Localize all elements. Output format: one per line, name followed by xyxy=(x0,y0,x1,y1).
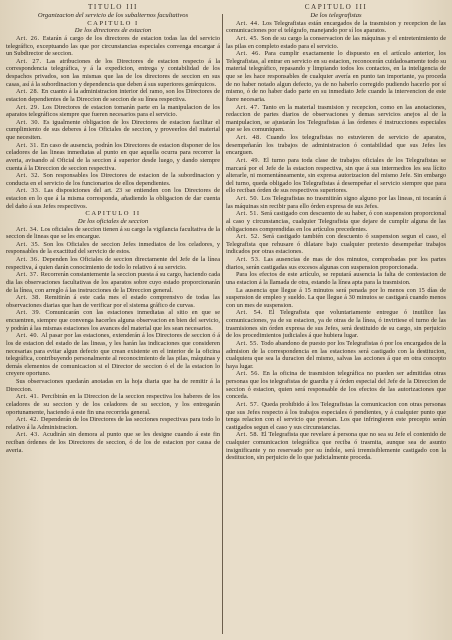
left-column xyxy=(6,3,220,638)
article-paragraph xyxy=(6,416,220,431)
article-text: Cuando los telegrafistas no estuvieren de servicio de aparatos, desempeñarán los trabajos de administracion ó contabilidad que sus Jefes les encarguen. xyxy=(226,134,446,157)
article-number: Art. 33. xyxy=(16,187,44,195)
article-list-2 xyxy=(6,226,220,455)
right-running-head: CAPITULO III xyxy=(304,3,368,11)
article-text: Las disposiciones del art. 23 se entienden con los Directores de estacion en lo que á la misma corresponda, añadiendo la obligacion de dar cuenta del daño á sus Jefes respectivos. xyxy=(6,187,220,210)
article-text: Comunicarán con las estaciones inmediatas al sitio en que se encuentren, siempre que convenga hacerles alguna observacion en bien del servicio, y podrán á las mismas estaciones los avances del material que les sean necesarios. xyxy=(6,309,220,332)
article-text: Dependerán de los Directores de las secciones respectivas para todo lo relativo á la Administracion. xyxy=(6,416,220,431)
article-text: Es igualmente obligacion de los Directores de estacion facilitar el cumplimiento de sus deberes á los Oficiales de seccion, y proveerlos del material que necesiten. xyxy=(6,118,220,141)
article-list-right xyxy=(226,20,446,462)
article-number: Art. 34. xyxy=(16,225,41,233)
article-text: Los Telegrafistas no trasmitirán signo alguno por las lineas, ni tocarán á las máquinas sin recibir para ello órden expresa de sus Jefes. xyxy=(226,195,446,210)
article-text: Los Directores de estacion tomarán parte en la manipulacion de los aparatos telegráficos siempre que fueren necesarios para el servicio. xyxy=(6,103,220,119)
article-text: Al pasar por las estaciones, extenderán á los Directores de seccion ó á los de estacion del estado de las lineas, y les harán las indicaciones que consideren necesarias para evitar algun defecto que crean existente en el interior de la oficina telegráfica, contribuyendo personalmente al reconocimiento de las pilas, máquinas y demás elementos de comunicacion si el Director de seccion ó el de la estacion lo creyere oportuno. xyxy=(6,332,220,378)
article-text: Sus observaciones quedarán anotadas en la hoja diaria que ha de remitir á la Direccion. xyxy=(6,378,220,393)
article-number: Art. 38. xyxy=(16,294,45,302)
article-number: Art. 32. xyxy=(16,172,44,180)
chapter-heading-2: CAPITULO II xyxy=(85,210,141,218)
article-number: Art. 53. xyxy=(236,256,264,263)
article-paragraph xyxy=(6,309,220,332)
article-text: Remitirán á este cada mes el estado comprensivo de todas las observaciones diarias que han de verificar por el sistema gráfico de curvas. xyxy=(6,294,220,309)
section-heading-right: De los telegrafistas xyxy=(310,12,362,19)
title-heading: Organizacion del servicio de los subalternos facultativos xyxy=(37,12,189,19)
article-number: Art. 41. xyxy=(16,393,42,401)
article-number: Art. 39. xyxy=(16,309,46,317)
article-number: Art. 43. xyxy=(16,431,43,439)
article-number: Art. 45. xyxy=(236,34,262,42)
article-number: Art. 58. xyxy=(236,431,262,439)
article-paragraph xyxy=(6,142,220,173)
article-number: Art. 56. xyxy=(236,370,263,378)
article-text: Son de su cargo la conservacion de las máquinas y el entretenimiento de las pilas en completo estado para el servicio. xyxy=(226,34,446,50)
article-text: Los oficiales de seccion tienen á su cargo la vigilancia facultativa de la seccion de lineas que se les encargue. xyxy=(6,225,220,241)
article-paragraph xyxy=(6,332,220,378)
article-paragraph xyxy=(226,271,446,286)
article-text: El Telegrafista que revelare á persona que no sea su Jefe el contenido de cualquier comunicacion telegráfica que reciba ó trasmita, aunque sea de asunto insignificante y no reservado por su índole, será irremisiblemente castigado con la destitucion, sin perjuicio de lo que judicialmente proceda. xyxy=(226,431,446,462)
article-paragraph xyxy=(6,241,220,256)
article-paragraph xyxy=(226,104,446,135)
article-paragraph xyxy=(6,393,220,416)
article-text: Queda prohibido á los Telegrafistas la comunicacion con otras personas que sus Jefes respecto á los trabajos especiales ó pendientes, y á cualquier punto que tenga relacion con el servicio que prestan. Los que infringieren este precepto serán castigados segun el caso y sus circunstancias. xyxy=(226,400,446,431)
article-paragraph xyxy=(6,271,220,294)
article-text: En cuanto á la administracion interior del ramo, son los Directores de estacion dependientes de la Direccion de seccion de su línea respectiva. xyxy=(6,88,220,103)
article-number: Art. 51. xyxy=(236,210,261,218)
article-paragraph xyxy=(6,256,220,271)
article-text: La ausencia que llegue á 15 minutos será penada por lo menos con 15 días de suspension de empleo y sueldo. La que llegue á 30 minutos se castigará cuando menos con un mes de suspension. xyxy=(226,286,446,309)
article-paragraph xyxy=(226,20,446,35)
article-number: Art. 40. xyxy=(16,332,42,340)
article-paragraph xyxy=(6,119,220,142)
article-number: Art. 52. xyxy=(236,233,263,241)
article-number: Art. 49. xyxy=(236,156,264,164)
article-paragraph xyxy=(226,287,446,310)
article-text: Tanto en la material trasmision y recepcion, como en las anotaciones, redaccion de partes diarios de observaciones y demas servicios anejos al de la manipulacion, se ajustarán los Telegrafistas á las órdenes é instrucciones especiales que se les comuniquen. xyxy=(226,103,446,134)
article-paragraph xyxy=(226,134,446,157)
article-text: Percibirán en la Direccion de la seccion respectiva los haberes de los celadores de su seccion y de los celadores de su seccion, y los entregarán oportunamente, haciendo á este fin una recorrida general. xyxy=(6,393,220,416)
left-running-head: TITULO III xyxy=(88,3,138,11)
article-list xyxy=(6,35,220,210)
article-text: El turno para toda clase de trabajos oficiales de los Telegrafistas se marcará por el Jefe de la estacion respectiva, sin que á sus intermedios les sea lícito alterarle, ni momentáneamente, sin expresa autorizacion del mismo Jefe. Sin embargo del turno, queda obligado los Telegrafistas á desempeñar el servicio siempre que para ello reciban órden de sus respectivos superiores. xyxy=(226,156,446,195)
article-paragraph xyxy=(6,226,220,241)
article-number: Art. 27. xyxy=(16,57,47,65)
article-number: Art. 54. xyxy=(236,309,269,317)
article-text: En caso de ausencia, podrán los Directores de estacion disponer de los celadores de las lineas inmediatas al punto en que aquella ocurra para recorrer la averia, avisando al Oficial de la seccion á superior desde luego, y dando siempre cuenta á la Direccion de seccion respectiva. xyxy=(6,141,220,172)
article-paragraph xyxy=(6,172,220,187)
article-paragraph xyxy=(6,294,220,309)
article-paragraph xyxy=(6,378,220,393)
article-number: Art. 36. xyxy=(16,256,43,263)
article-text: Estarán á cargo de los directores de estacion todas las del servicio telegráfico, exceptuando las que por circunstancias especiales convenga encargar á un Subdirector de seccion. xyxy=(6,34,220,58)
article-number: Art. 29. xyxy=(16,103,43,111)
article-paragraph xyxy=(226,340,446,371)
article-paragraph xyxy=(226,195,446,210)
article-paragraph xyxy=(6,104,220,119)
article-paragraph xyxy=(6,88,220,103)
article-number: Art. 46. xyxy=(236,50,265,58)
article-number: Art. 31. xyxy=(16,141,41,149)
article-paragraph xyxy=(226,210,446,233)
article-text: Acudirán sin demora al punto que se les designe cuando á este fin reciban órdenes de los Directores de seccion, ó de los de estacion por causa de averia. xyxy=(6,431,220,454)
article-number: Art. 26. xyxy=(16,34,43,42)
section-heading: De los directores de estacion xyxy=(74,27,152,35)
article-paragraph xyxy=(226,50,446,103)
article-text: Para cumplir exactamente lo dispuesto en el artículo anterior, los Telegrafistas, al entrar en servicio en su estacion, reconocerán cuidadosamente todo su material telegráfico, repasando y limpiando todos los contactos, en la inteligencia de que se les hace responsables de cualquier avería en punto tan importante, ya proceda de no haber notado algun defecto, ya de no haberlo corregido pudiendo hacerlo por sí mismo, ó de no haber dado parte en su inmediato Jefe cuando la intervencion de este fuere necesaria. xyxy=(226,50,446,103)
section-heading-2: De los oficiales de seccion xyxy=(77,217,149,225)
article-text: Para los efectos de este artículo, se reputará ausencia la falta de contestacion de una estacion á la llamada de otra, estando la línea apta para la trasmision. xyxy=(226,271,446,286)
article-paragraph xyxy=(6,58,220,89)
article-number: Art. 57. xyxy=(236,400,262,408)
article-paragraph xyxy=(226,157,446,195)
article-paragraph xyxy=(226,256,446,271)
article-number: Art. 50. xyxy=(236,195,262,202)
article-text: En la oficina de trasmision telegráfica no pueden ser admitidas otras personas que los telegrafistas de guardia y á órden especial del Jefe de la Direccion de seccion ó estacion, quien será responsable de los efectos de las autorizaciones que conceda. xyxy=(226,370,446,401)
chapter-heading: CAPITULO I xyxy=(87,19,139,27)
article-text: Será castigado con descuento de su haber, ó con suspension proporcional al caso y circunstancias, cualquier Telegrafista que dejare de cumplir alguna de las obligaciones comprendidas en los artículos precedentes. xyxy=(226,210,446,233)
article-number: Art. 55. xyxy=(236,339,261,347)
article-text: Los Telegrafistas están encargados de la trasmision y recepcion de las comunicaciones por el telégrafo, manejando por sí los aparatos. xyxy=(226,19,446,35)
article-paragraph xyxy=(226,309,446,340)
article-number: Art. 44. xyxy=(236,19,263,27)
article-text: El Telegrafista que voluntariamente entregue ó inutilice las comunicaciones, ya de su estacion, ya de otras de la línea, ó invirtiese el turno de las trasmisiones sin órden expresa de sus Jefes, será destituido de su cargo, sin perjuicio de los procedimientos judiciales á que hubiera lugar. xyxy=(226,309,446,340)
article-number: Art. 35. xyxy=(16,240,44,248)
article-number: Art. 48. xyxy=(236,134,267,141)
article-text: Dependen los Oficiales de seccion directamente del Jefe de la línea respectiva, á quien darán conocimiento de todo lo relativo á su servicio. xyxy=(6,256,220,271)
article-number: Art. 37. xyxy=(16,271,41,279)
article-paragraph xyxy=(226,401,446,432)
article-text: Recorrerán constantemente la seccion puesta á su cargo, haciendo cada dia las observaciones facultativas de los aparatos sobre cuyo estado proporcionarán de la línea, con arreglo á las instrucciones de la Direccion general. xyxy=(6,271,220,294)
article-text: Todo abandono de puesto por los Telegrafistas ó por los encargados de la admision de la correspondencia en las estaciones será castigado con la destitucion, cualquiera que sea la duracion del mismo, salvas las acciones á que en otra concepto haya lugar. xyxy=(226,339,446,370)
article-paragraph xyxy=(226,431,446,462)
article-number: Art. 47. xyxy=(236,103,263,111)
right-column xyxy=(226,3,446,638)
column-divider xyxy=(222,14,223,634)
article-paragraph xyxy=(6,35,220,58)
article-paragraph xyxy=(226,233,446,256)
article-text: Las ausencias de mas de dos minutos, comprobadas por los partes diarios, serán castigadas sus excesos algunas con suspension proporcionada. xyxy=(226,256,446,271)
article-number: Art. 42. xyxy=(16,416,41,424)
article-text: Las atribuciones de los Directores de estacion respecto á la correspondencia telegráfica, y á la expedicion, entrega y contabilidad de los despachos privados, son las mismas que las de los directores de seccion en sus casas, así á la subordinacion y dependencia que deben á sus superiores gerárquicos. xyxy=(6,57,220,88)
article-paragraph xyxy=(226,370,446,401)
article-number: Art. 30. xyxy=(16,118,44,126)
article-text: Será castigado también con descuento ó suspension segun el caso, el Telegrafista que rehusare ó dilatare bajo cualquier pretexto desempeñar trabajos indicados por otras estaciones. xyxy=(226,233,446,256)
article-text: Son responsables los Directores de estacion de la subordinacion y conducta en el servicio de los funcionarios de ellos dependientes. xyxy=(6,172,220,187)
article-paragraph xyxy=(6,187,220,210)
article-text: Son los Oficiales de seccion Jefes inmediatos de los celadores, y responsables de la exactitud del servicio de estos. xyxy=(6,240,220,256)
article-paragraph xyxy=(226,35,446,50)
article-paragraph xyxy=(6,431,220,454)
article-number: Art. 28. xyxy=(16,88,42,96)
